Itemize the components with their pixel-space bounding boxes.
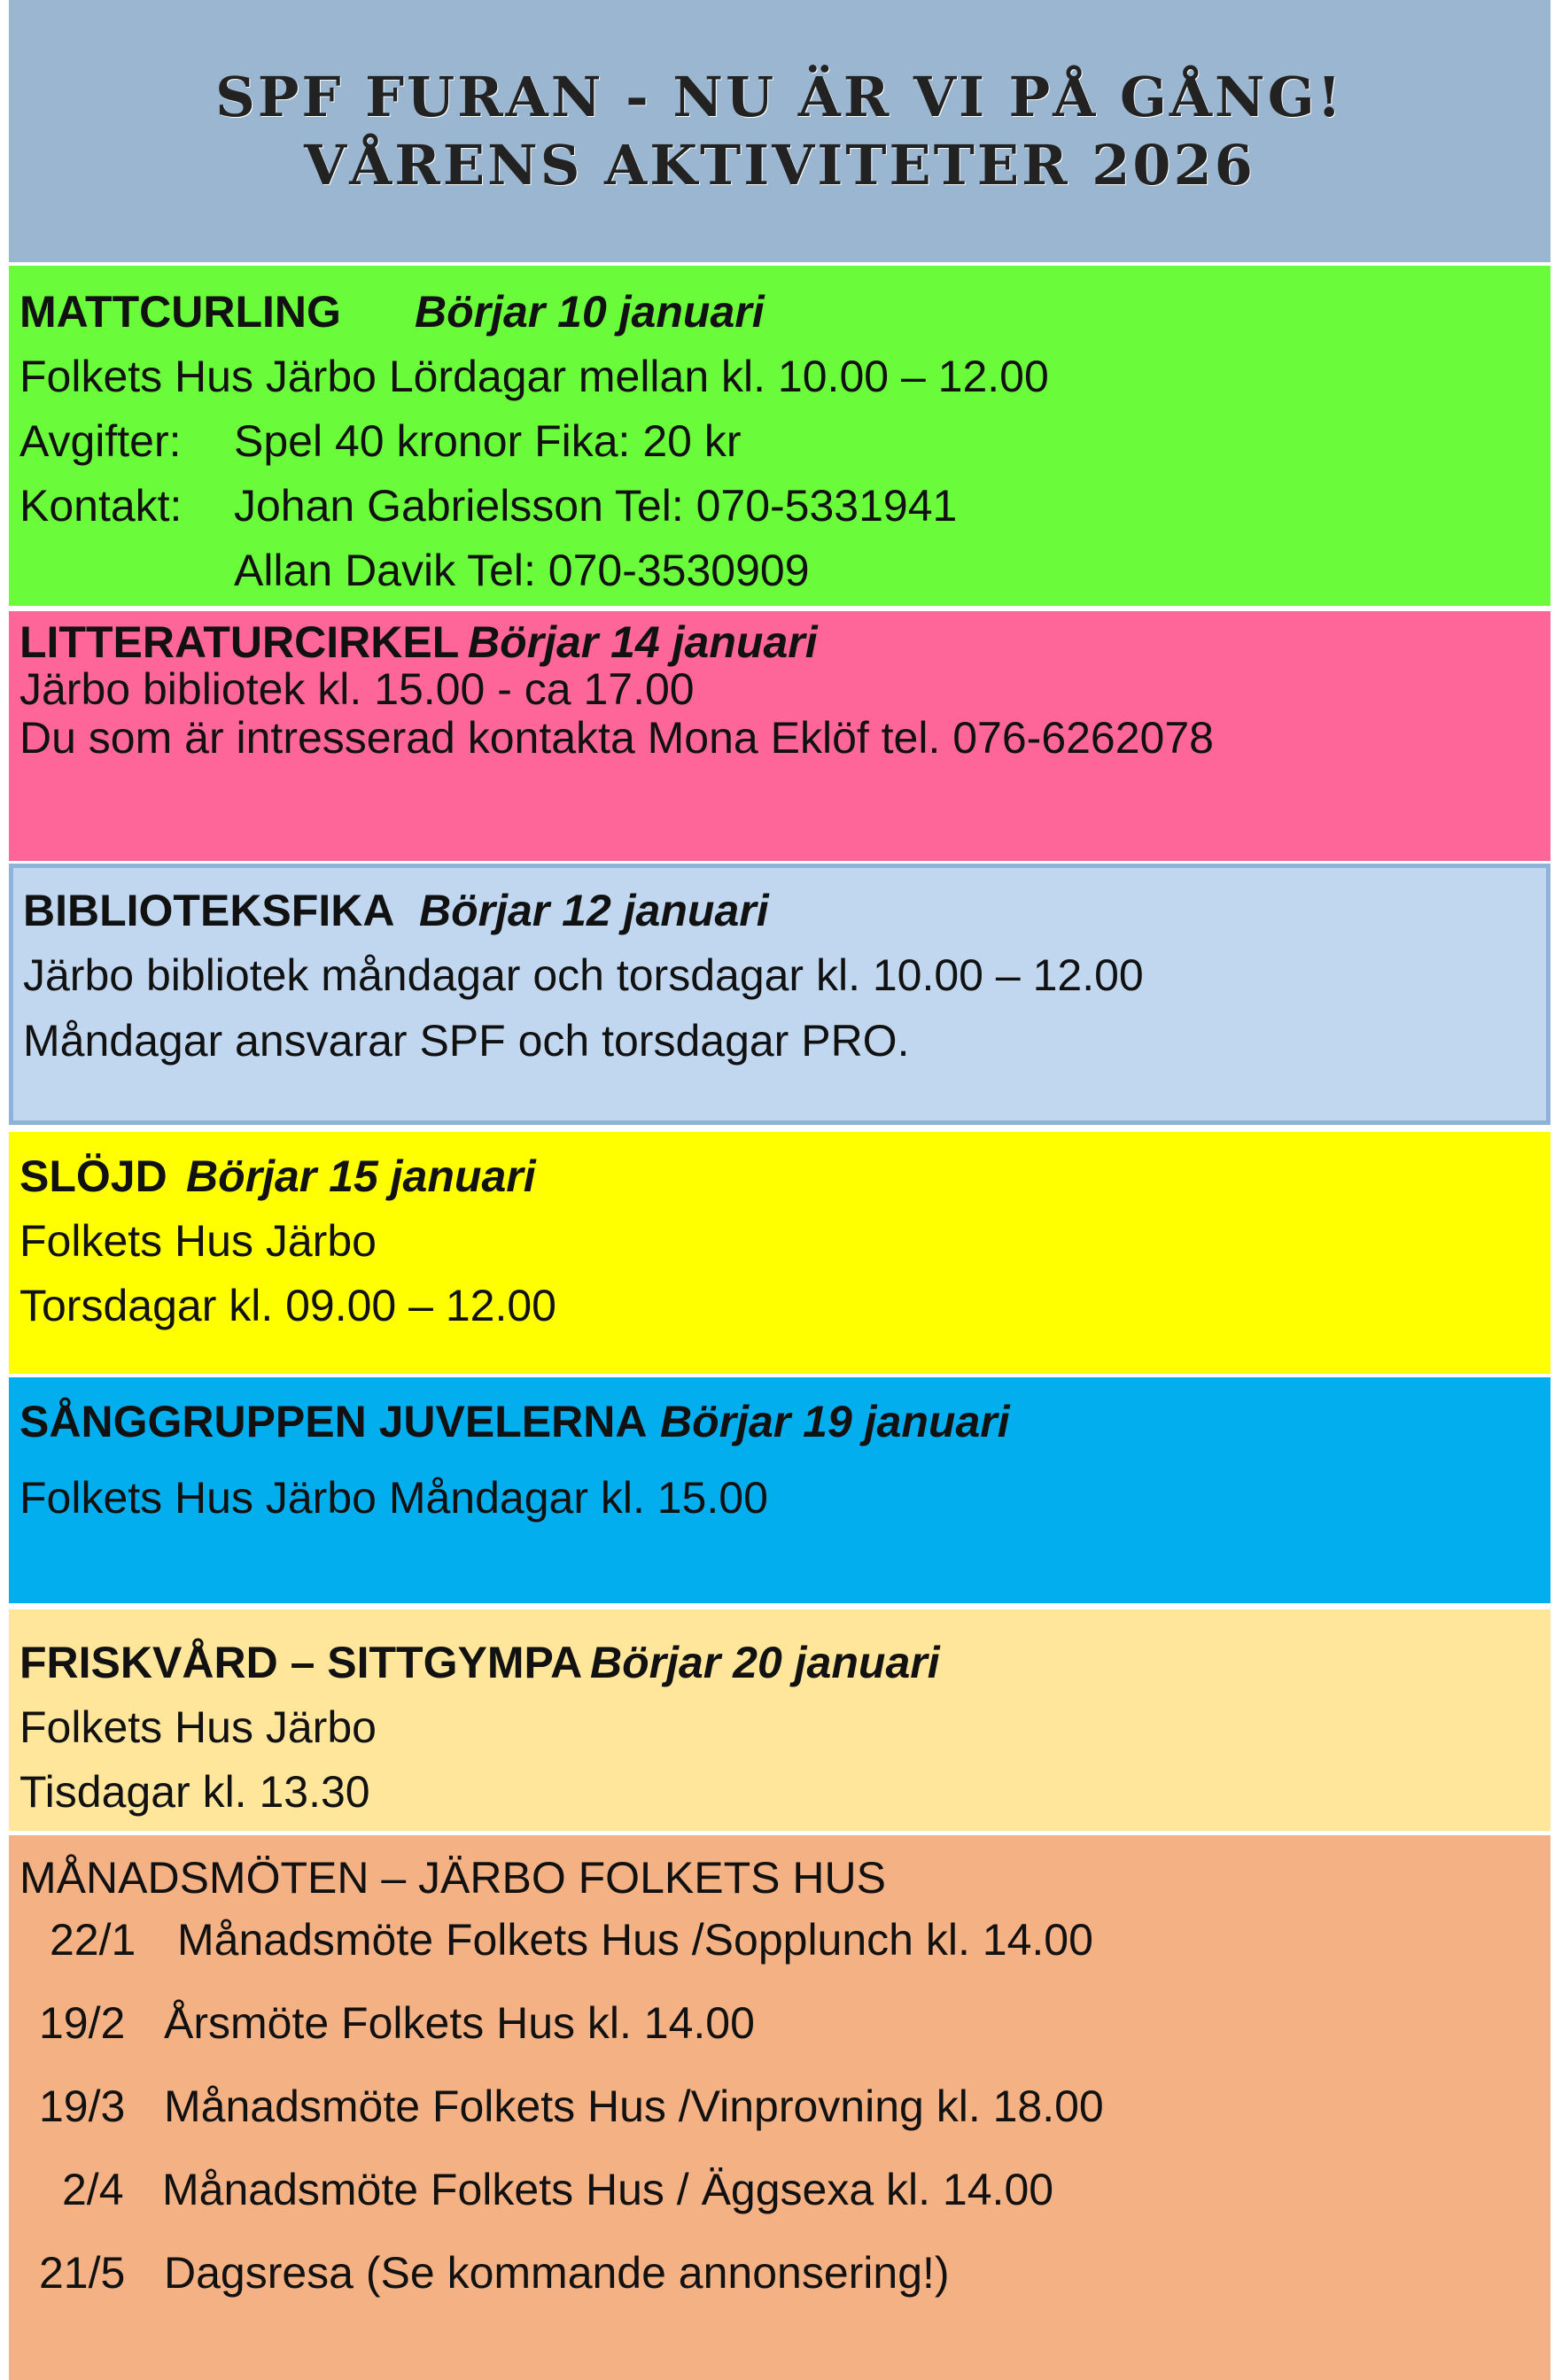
biblioteksfika-name: BIBLIOTEKSFIKA — [23, 886, 395, 935]
slojd-place: Folkets Hus Järbo — [19, 1216, 377, 1266]
biblioteksfika-note: Måndagar ansvarar SPF och torsdagar PRO. — [23, 1016, 910, 1066]
title-line-1: SPF FURAN - NU ÄR VI PÅ GÅNG! — [215, 64, 1344, 129]
meeting-text: Månadsmöte Folkets Hus / Äggsexa kl. 14.00 — [162, 2165, 1054, 2214]
mattcurling-start: Börjar 10 januari — [415, 287, 765, 337]
friskvard-place: Folkets Hus Järbo — [19, 1702, 377, 1752]
mattcurling-name: MATTCURLING — [19, 287, 341, 337]
sanggruppen-place: Folkets Hus Järbo Måndagar kl. 15.00 — [19, 1473, 768, 1523]
friskvard-start: Börjar 20 januari — [590, 1638, 940, 1687]
litteraturcirkel-place: Järbo bibliotek kl. 15.00 - ca 17.00 — [19, 664, 695, 714]
meeting-date: 19/3 — [39, 2082, 126, 2131]
biblioteksfika-place: Järbo bibliotek måndagar och torsdagar kl. 10.00 – 12.00 — [23, 950, 1144, 1000]
biblioteksfika-start: Börjar 12 januari — [419, 886, 769, 935]
meeting-text: Årsmöte Folkets Hus kl. 14.00 — [164, 1998, 755, 2048]
mattcurling-contact-2: Allan Davik Tel: 070-3530909 — [234, 546, 810, 595]
mattcurling-fees-label: Avgifter: — [19, 416, 182, 466]
section-biblioteksfika — [9, 864, 1550, 1125]
meeting-text: Månadsmöte Folkets Hus /Vinprovning kl. 18.00 — [164, 2082, 1104, 2131]
meeting-text: Dagsresa (Se kommande annonsering!) — [164, 2248, 950, 2298]
section-mattcurling — [9, 266, 1550, 606]
sanggruppen-name: SÅNGGRUPPEN JUVELERNA — [19, 1397, 648, 1446]
section-slojd — [9, 1132, 1550, 1374]
friskvard-time: Tisdagar kl. 13.30 — [19, 1767, 370, 1817]
title-banner — [9, 0, 1550, 262]
meeting-date: 19/2 — [39, 1998, 126, 2048]
friskvard-name: FRISKVÅRD – SITTGYMPA — [19, 1638, 583, 1687]
slojd-start: Börjar 15 januari — [186, 1151, 536, 1201]
meeting-text: Månadsmöte Folkets Hus /Sopplunch kl. 14.00 — [177, 1915, 1093, 1965]
litteraturcirkel-contact: Du som är intresserad kontakta Mona Eklöf tel. 076-6262078 — [19, 713, 1214, 763]
mattcurling-contact-label: Kontakt: — [19, 481, 183, 531]
section-manadsmoten — [9, 1835, 1550, 2380]
section-friskvard — [9, 1609, 1550, 1831]
mattcurling-fees: Spel 40 kronor Fika: 20 kr — [234, 416, 742, 466]
litteraturcirkel-start: Börjar 14 januari — [468, 617, 818, 667]
slojd-name: SLÖJD — [19, 1151, 167, 1201]
manadsmoten-heading: MÅNADSMÖTEN – JÄRBO FOLKETS HUS — [19, 1853, 886, 1903]
meeting-date: 22/1 — [50, 1915, 136, 1965]
mattcurling-contact-1: Johan Gabrielsson Tel: 070-5331941 — [234, 481, 958, 531]
sanggruppen-start: Börjar 19 januari — [660, 1397, 1010, 1446]
litteraturcirkel-name: LITTERATURCIRKEL — [19, 617, 460, 667]
meeting-date: 2/4 — [62, 2165, 124, 2214]
section-litteraturcirkel — [9, 611, 1550, 861]
slojd-time: Torsdagar kl. 09.00 – 12.00 — [19, 1281, 556, 1330]
section-sanggruppen — [9, 1377, 1550, 1603]
title-line-2: VÅRENS AKTIVITETER 2026 — [304, 133, 1255, 198]
mattcurling-place: Folkets Hus Järbo Lördagar mellan kl. 10.00 – 12.00 — [19, 352, 1049, 401]
meeting-date: 21/5 — [39, 2248, 126, 2298]
